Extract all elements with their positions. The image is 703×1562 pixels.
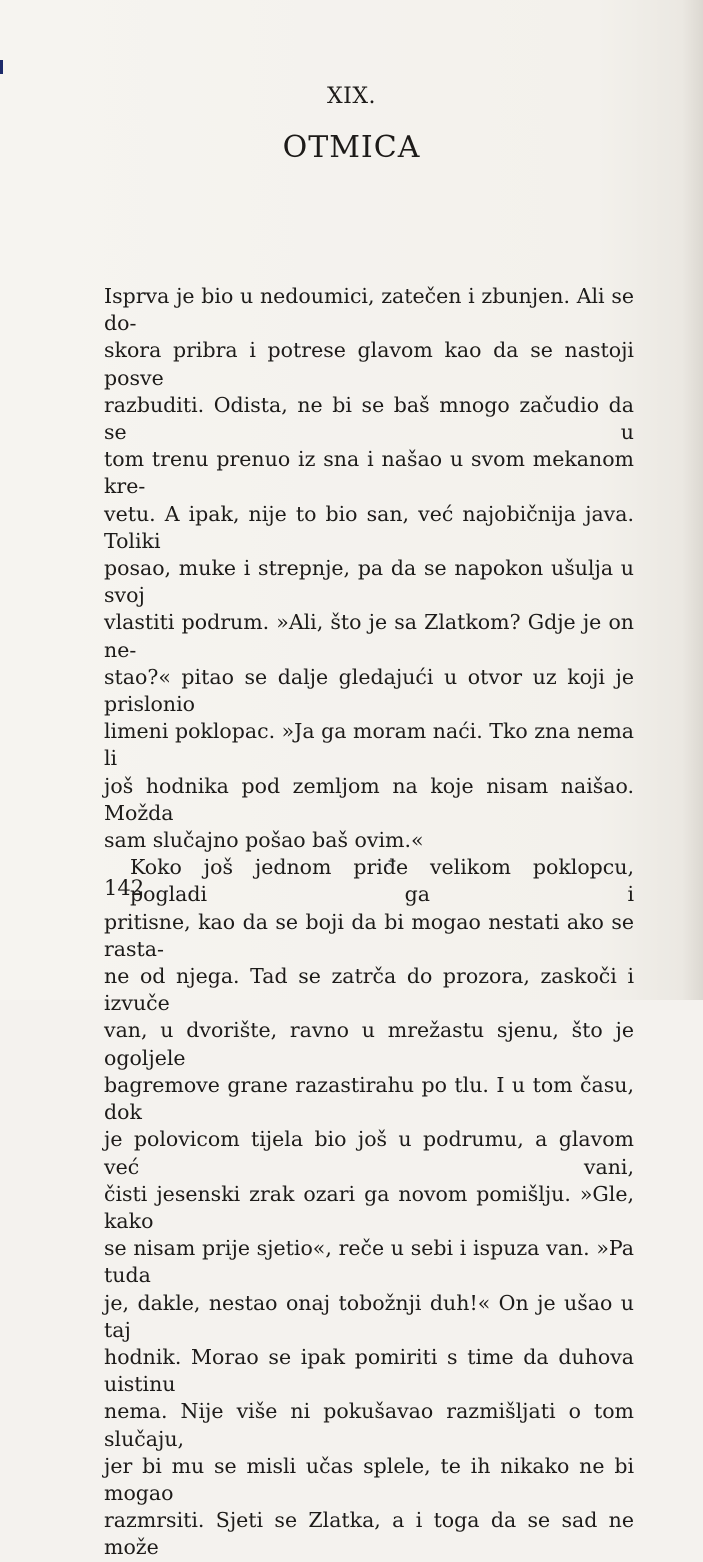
- scan-edge-mark: [0, 60, 3, 74]
- text-line: hodnik. Morao se ipak pomiriti s time da duhova uistinu: [104, 1344, 634, 1397]
- text-line: van, u dvorište, ravno u mrežastu sjenu, što je ogoljele: [104, 1018, 634, 1070]
- text-line: vetu. A ipak, nije to bio san, već najobičnija java. Toliki: [104, 501, 634, 553]
- text-line: posao, muke i strepnje, pa da se napokon ušulja u svoj: [104, 556, 634, 608]
- text-line: se nisam prije sjetio«, reče u sebi i ispuza van. »Pa tuda: [104, 1236, 634, 1288]
- text-line: Isprva je bio u nedoumici, zatečen i zbunjen. Ali se do-: [104, 284, 634, 336]
- page-number: 142: [104, 876, 145, 900]
- text-line: skora pribra i potrese glavom kao da se nastoji posve: [104, 338, 634, 390]
- text-line: razbuditi. Odista, ne bi se baš mnogo začudio da se u: [104, 392, 634, 445]
- text-line: razmrsiti. Sjeti se Zlatka, a i toga da se sad ne može: [104, 1508, 634, 1560]
- text-line: bagremove grane razastirahu po tlu. I u tom času, dok: [104, 1072, 634, 1125]
- chapter-number: XIX.: [326, 84, 376, 109]
- text-line: vlastiti podrum. »Ali, što je sa Zlatkom? Gdje je on ne-: [104, 610, 634, 662]
- text-line: je polovicom tijela bio još u podrumu, a glavom već vani,: [104, 1127, 634, 1179]
- text-line: Koko još jednom priđe velikom poklopcu, pogladi ga i: [130, 855, 634, 907]
- text-line: ne od njega. Tad se zatrča do prozora, zaskoči i izvuče: [104, 964, 634, 1016]
- body-text: [104, 283, 634, 1562]
- chapter-title: OTMICA: [282, 130, 421, 165]
- text-line: je, dakle, nestao onaj tobožnji duh!« On je ušao u taj: [104, 1290, 634, 1342]
- text-line: jer bi mu se misli učas splele, te ih nikako ne bi mogao: [104, 1453, 634, 1505]
- text-line: tom trenu prenuo iz sna i našao u svom mekanom kre-: [104, 447, 634, 499]
- text-line: limeni poklopac. »Ja ga moram naći. Tko zna nema li: [104, 719, 634, 771]
- text-line: pritisne, kao da se boji da bi mogao nestati ako se rasta-: [104, 909, 634, 961]
- text-line: sam slučajno pošao baš ovim.«: [104, 828, 424, 853]
- text-line: stao?« pitao se dalje gledajući u otvor uz koji je prislonio: [104, 664, 634, 717]
- text-line: još hodnika pod zemljom na koje nisam naišao. Možda: [104, 773, 634, 825]
- text-line: čisti jesenski zrak ozari ga novom pomišlju. »Gle, kako: [104, 1181, 634, 1233]
- text-line: nema. Nije više ni pokušavao razmišljati o tom slučaju,: [104, 1399, 634, 1451]
